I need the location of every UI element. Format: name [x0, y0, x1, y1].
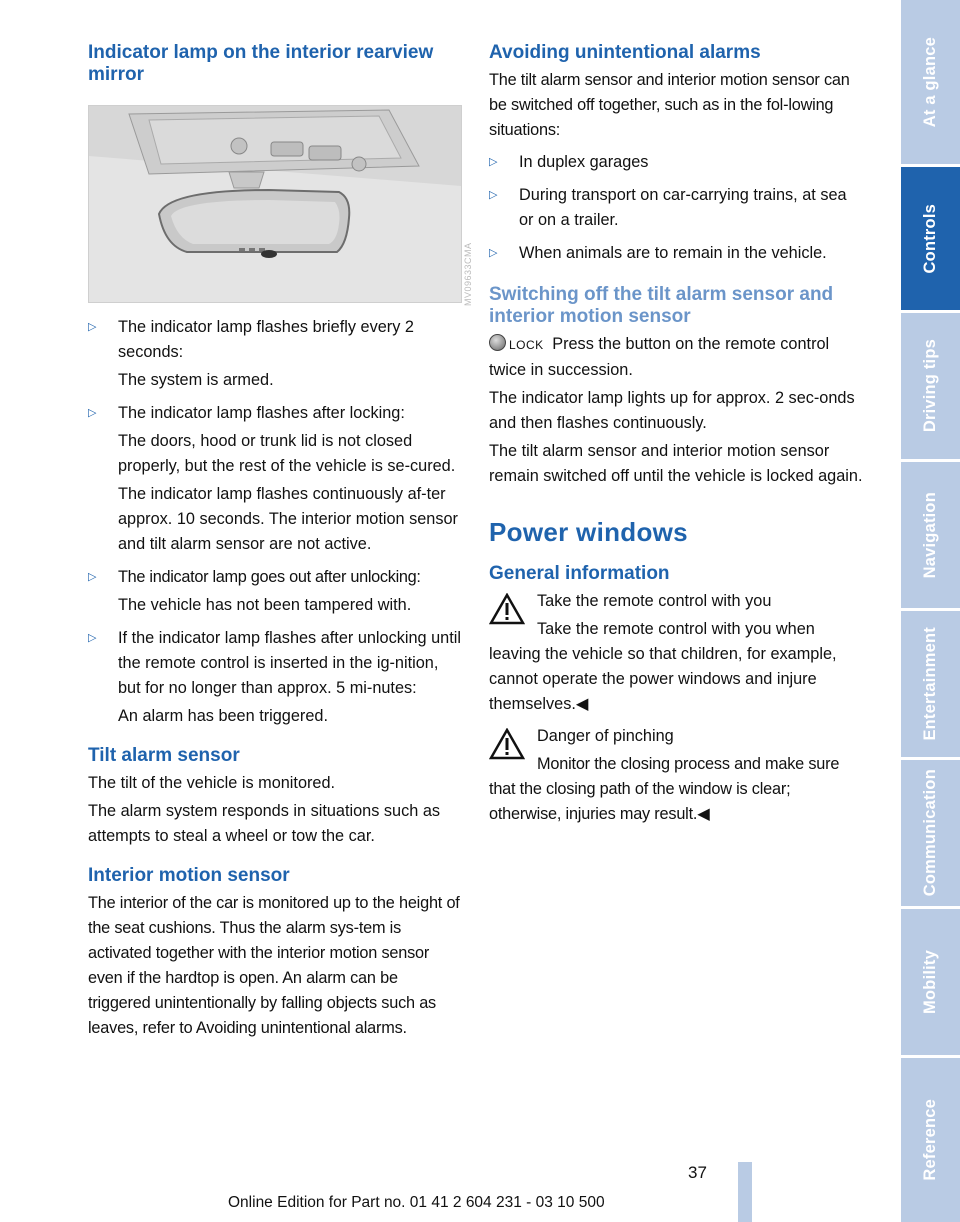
left-column: Indicator lamp on the interior rearview mirror ▷ The indicator lamp flashes briefly every 2 seconds: The system is armed. ▷ The indicator lamp flashes after locking: The doors, hood or trunk lid is not closed properly, but the rest of the vehicle is se-cured. The indicator lamp flashes continuously af-ter approx. 10 seconds. The interior motion sensor and tilt alarm sensor are not active. ▷ The indicator lamp goes out after unlocking: The vehicle has not been tampered with. ▷ If the indicator lamp flashes after unlocking until the remote control is inserted in the ig-nition, but for no longer than approx. 5 mi-nutes: An alarm has been triggered. Tilt alarm sensor The tilt of the vehicle is monitored. The alarm system responds in situations such as attempts to steal a wheel or tow the car. Interior motion sensor The interior of the car is monitored up to the height of the seat cushions. Thus the alarm sys-tem is activated together with the interior motion sensor even if the hardtop is open. An alarm can be triggered unintentionally by falling objects such as leaves, refer to Avoiding unintentional alarms. [88, 42, 464, 1041]
list-item: ▷ The indicator lamp goes out after unlocking: The vehicle has not been tampered with. [88, 565, 464, 618]
list-item: ▷ The indicator lamp flashes briefly every 2 seconds: The system is armed. [88, 315, 464, 393]
right-column: Avoiding unintentional alarms The tilt alarm sensor and interior motion sensor can be switched off together, such as in the fol-lowing situations: ▷ In duplex garages ▷ During transport on car-carrying trains, at sea or on a trailer. ▷ When animals are to remain in the vehicle. Switching off the tilt alarm sensor and interior motion sensor LOCK Press the button on the remote control twice in succession. The indicator lamp lights up for approx. 2 sec-onds and then flashes continuously. The tilt alarm sensor and interior motion sensor remain switched off until the vehicle is locked again. Power windows General information Take the remote control with you Take the remote control with you when leaving the vehicle so that children, for example, cannot operate the power windows and injure themselves.◀ Danger of pinching Monitor the closing process and make sure that the closing path of the window is clear; otherwise, injuries may result.◀ [489, 42, 864, 827]
section-heading-motion-sensor: Interior motion sensor [88, 865, 290, 886]
list-item: ▷ During transport on car-carrying trains, at sea or on a trailer. [489, 183, 864, 233]
footer-edition: Online Edition for Part no. 01 41 2 604 231 - 03 10 500 [228, 1194, 605, 1211]
triangle-bullet-icon: ▷ [489, 156, 498, 168]
warning-remote-control: Take the remote control with you Take the remote control with you when leaving the vehicle so that children, for example, cannot operate the power windows and injure themselves.◀ [489, 592, 837, 713]
triangle-bullet-icon: ▷ [489, 247, 498, 259]
tab-navigation[interactable]: Navigation [901, 462, 960, 608]
page-number: 37 [688, 1163, 707, 1182]
tab-mobility[interactable]: Mobility [901, 909, 960, 1055]
figure-code: MV09633CMA [463, 242, 473, 306]
list-item: ▷ The indicator lamp flashes after locking: The doors, hood or trunk lid is not closed properly, but the rest of the vehicle is se-cured. The indicator lamp flashes continuously af-ter approx. 10 seconds. The interior motion sensor and tilt alarm sensor are not active. [88, 401, 464, 557]
list-item: ▷ When animals are to remain in the vehicle. [489, 241, 864, 266]
remote-button-icon [489, 334, 506, 351]
chapter-tabs [901, 0, 960, 1222]
section-heading-switching-off: Switching off the tilt alarm sensor and interior motion sensor [489, 284, 834, 327]
situations-list [489, 150, 864, 266]
lock-instruction: LOCK Press the button on the remote control twice in succession. [489, 335, 830, 379]
tab-controls[interactable]: Controls [901, 167, 960, 310]
indicator-lamp-list [88, 315, 464, 729]
triangle-bullet-icon: ▷ [88, 632, 97, 644]
section-heading-power-windows: Power windows [489, 517, 688, 547]
mirror-drawing [89, 106, 461, 302]
tab-driving-tips[interactable]: Driving tips [901, 313, 960, 459]
list-item: ▷ If the indicator lamp flashes after unlocking until the remote control is inserted in the ig-nition, but for no longer than approx. 5 mi-nutes: An alarm has been triggered. [88, 626, 464, 729]
warning-triangle-icon [489, 593, 525, 625]
section-heading-indicator-lamp: Indicator lamp on the interior rearview mirror [88, 42, 434, 85]
list-item: ▷ In duplex garages [489, 150, 864, 175]
tab-at-a-glance[interactable]: At a glance [901, 0, 960, 164]
tab-communication[interactable]: Communication [901, 760, 960, 906]
tab-reference[interactable]: Reference [901, 1058, 960, 1222]
rearview-mirror-illustration [88, 105, 462, 303]
triangle-bullet-icon: ▷ [88, 407, 97, 419]
triangle-bullet-icon: ▷ [88, 321, 97, 333]
tab-entertainment[interactable]: Entertainment [901, 611, 960, 757]
section-heading-tilt-alarm: Tilt alarm sensor [88, 745, 240, 766]
triangle-bullet-icon: ▷ [88, 571, 97, 583]
warning-triangle-icon [489, 728, 525, 760]
section-heading-general-information: General information [489, 563, 670, 584]
warning-pinching: Danger of pinching Monitor the closing process and make sure that the closing path of the window is clear; otherwise, injuries may result.◀ [489, 727, 840, 823]
triangle-bullet-icon: ▷ [489, 189, 498, 201]
page-number-bar [738, 1162, 752, 1222]
section-heading-avoiding-alarms: Avoiding unintentional alarms [489, 42, 761, 63]
